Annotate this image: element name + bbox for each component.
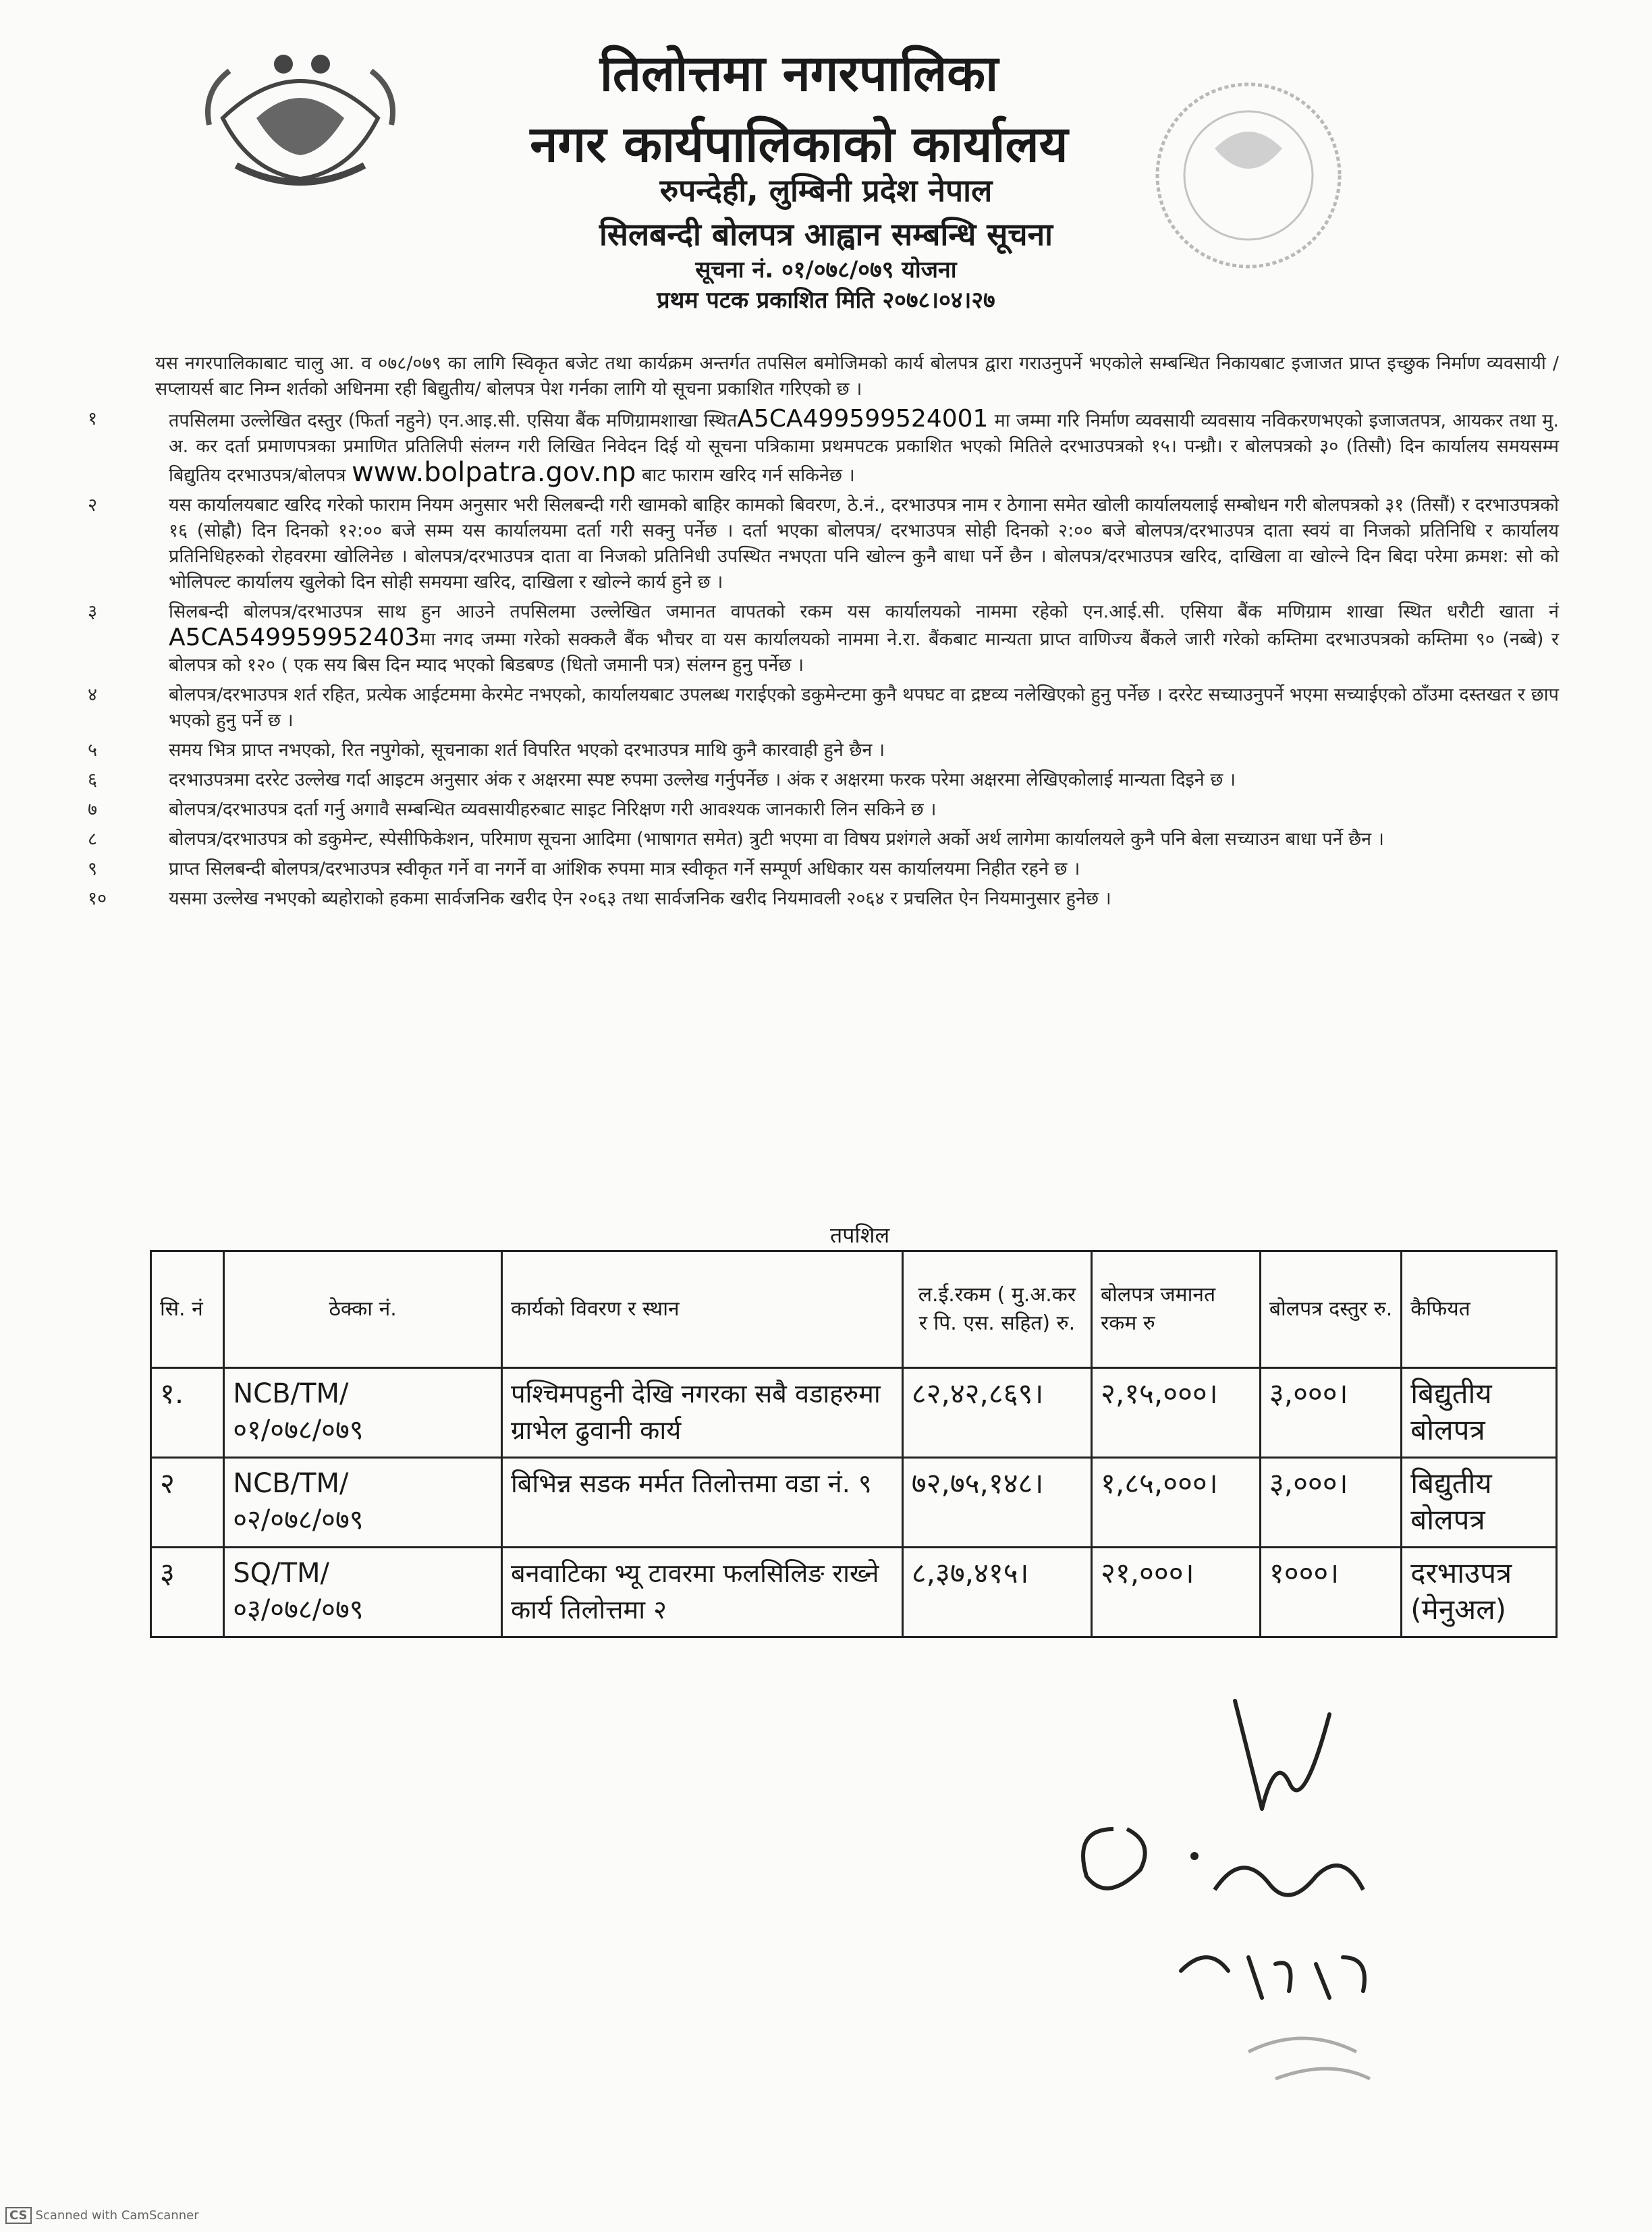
office-address: रुपन्देही, लुम्बिनी प्रदेश नेपाल bbox=[659, 172, 993, 209]
condition-number: ८ bbox=[88, 829, 98, 850]
condition-item bbox=[88, 827, 1559, 852]
condition-item bbox=[88, 767, 1559, 793]
cell-security: २,१५,०००। bbox=[1092, 1368, 1261, 1458]
contract-code: SQ/TM/ bbox=[233, 1558, 330, 1589]
cell-contract-no bbox=[224, 1368, 502, 1458]
contract-year: ०३/०७८/०७९ bbox=[233, 1594, 364, 1625]
condition-number: ९ bbox=[88, 859, 98, 879]
cell-description: बनवाटिका भ्यू टावरमा फलसिलिङ राख्ने कार्य तिलोत्तमा २ bbox=[501, 1548, 902, 1637]
condition-text bbox=[169, 406, 1559, 489]
cell-estimate: ८२,४२,८६९। bbox=[902, 1368, 1091, 1458]
scanner-text: Scanned with CamScanner bbox=[35, 2208, 199, 2223]
cell-fee: ३,०००। bbox=[1260, 1368, 1401, 1458]
notice-body bbox=[88, 351, 1560, 912]
condition-text-part: सिलबन्दी बोलपत्र/दरभाउपत्र साथ हुन आउने तपसिलमा उल्लेखित जमानत वापतको रकम यस कार्यालयको नाममा रहेको एन.आई.सी. एसिया बैंक मणिग्राम शाखा स्थित धरौटी खाता नं bbox=[169, 601, 1559, 622]
cell-security: २१,०००। bbox=[1092, 1548, 1261, 1637]
condition-item bbox=[88, 405, 1560, 489]
condition-number: ७ bbox=[88, 799, 98, 820]
table-row bbox=[151, 1458, 1557, 1548]
cell-estimate: ७२,७५,१४८। bbox=[902, 1458, 1091, 1548]
cell-contract-no bbox=[224, 1458, 502, 1548]
notice-number: सूचना नं. ०१/०७८/०७९ योजना bbox=[695, 256, 957, 283]
cell-security: १,८५,०००। bbox=[1092, 1458, 1261, 1548]
condition-item bbox=[88, 738, 1559, 763]
condition-item bbox=[88, 682, 1559, 734]
condition-text: दरभाउपत्रमा दररेट उल्लेख गर्दा आइटम अनुसार अंक र अक्षरमा स्पष्ट रुपमा उल्लेख गर्नुपर्नेछ । अंक र अक्षरमा फरक परेमा अक्षरमा लेखिएकोलाई मान्यता दिइने छ । bbox=[169, 769, 1236, 790]
fee-account-number: A5CA499599524001 bbox=[737, 405, 989, 433]
header-fee: बोलपत्र दस्तुर रु. bbox=[1260, 1251, 1401, 1368]
condition-text: बोलपत्र/दरभाउपत्र शर्त रहित, प्रत्येक आईटममा केरमेट नभएको, कार्यालयबाट उपलब्ध गराईएको डकुमेन्टमा कुनै थपघट वा द्रष्टव्य नलेखिएको हुनु पर्नेछ । दररेट सच्याउनुपर्ने भएमा सच्याईएको ठाँउमा दस्तखत र छाप भएको हुनु पर्ने छ । bbox=[169, 684, 1559, 731]
condition-text: यस कार्यालयबाट खरिद गरेको फाराम नियम अनुसार भरी सिलबन्दी गरी खामको बाहिर कामको बिवरण, ठे.नं., दरभाउपत्र नाम र ठेगाना समेत खोली कार्यालयलाई सम्बोधन गरी बोलपत्रको ३१ (तिसौं) र दरभाउपत्रको १६ (सोह्रौ) दिन दिनको १२:०० बजे सम्म यस कार्यालयमा दर्ता गरी सक्नु पर्नेछ । दर्ता भएका बोलपत्र/ दरभाउपत्र सोही दिनको २:०० बजे बोलपत्र/दरभाउपत्र दाता स्वयं वा निजको प्रतिनिधि र कार्यालय प्रतिनिधिहरुको रोहवरमा खोलिनेछ । बोलपत्र/दरभाउपत्र दाता वा निजको प्रतिनिधी उपस्थित नभएता पनि खोल्न कुनै बाधा पर्ने छैन । बोलपत्र/दरभाउपत्र खरिद, दाखिला वा खोल्ने दिन बिदा परेमा क्रमश: सो को भोलिपल्ट कार्यालय खुलेको दिन सोही समयमा खरिद, दाखिला र खोल्ने कार्य हुने छ । bbox=[169, 495, 1559, 593]
cell-sn: ३ bbox=[151, 1548, 224, 1637]
header-sn: सि. नं bbox=[151, 1251, 224, 1368]
contract-code: NCB/TM/ bbox=[233, 1468, 349, 1499]
header-contract-no: ठेक्का नं. bbox=[224, 1251, 502, 1368]
condition-number: ५ bbox=[88, 740, 98, 761]
office-name: नगर कार्यपालिकाको कार्यालय bbox=[530, 115, 1068, 173]
condition-item bbox=[88, 886, 1559, 912]
cell-estimate: ८,३७,४१५। bbox=[902, 1548, 1091, 1637]
condition-text: यसमा उल्लेख नभएको ब्यहोराको हकमा सार्वजनिक खरीद ऐन २०६३ तथा सार्वजनिक खरीद नियमावली २०६४ र प्रचलित ऐन नियमानुसार हुनेछ । bbox=[169, 888, 1111, 909]
intro-paragraph: यस नगरपालिकाबाट चालु आ. व ०७८/०७९ का लागि स्विकृत बजेट तथा कार्यक्रम अन्तर्गत तपसिल बमोजिमको कार्य बोलपत्र द्वारा गराउनुपर्ने भएकोले सम्बन्धित निकायबाट इजाजत प्राप्त इच्छुक निर्माण व्यवसायी / सप्लायर्स बाट निम्न शर्तको अधिनमा रही बिद्युतीय/ बोलपत्र पेश गर्नका लागि यो सूचना प्रकाशित गरिएको छ । bbox=[155, 353, 1559, 400]
header-estimate: ल.ई.रकम ( मु.अ.कर र पि. एस. सहित) रु. bbox=[902, 1251, 1091, 1368]
condition-item bbox=[88, 856, 1559, 882]
cell-sn: २ bbox=[151, 1458, 224, 1548]
header-description: कार्यको विवरण र स्थान bbox=[501, 1251, 902, 1368]
header-security: बोलपत्र जमानत रकम रु bbox=[1092, 1251, 1261, 1368]
condition-text: बोलपत्र/दरभाउपत्र दर्ता गर्नु अगावै सम्बन्धित व्यवसायीहरुबाट साइट निरिक्षण गरी आवश्यक जानकारी लिन सकिने छ । bbox=[169, 799, 937, 820]
contract-code: NCB/TM/ bbox=[233, 1378, 349, 1409]
contract-year: ०२/०७८/०७९ bbox=[233, 1504, 364, 1535]
bolpatra-link[interactable]: www.bolpatra.gov.np bbox=[352, 457, 636, 488]
scanner-watermark bbox=[5, 2207, 199, 2224]
municipality-name: तिलोत्तमा नगरपालिका bbox=[599, 45, 999, 103]
cell-description: बिभिन्न सडक मर्मत तिलोत्तमा वडा नं. ९ bbox=[501, 1458, 902, 1548]
cell-description: पश्चिमपहुनी देखि नगरका सबै वडाहरुमा ग्राभेल ढुवानी कार्य bbox=[501, 1368, 902, 1458]
contract-year: ०१/०७८/०७९ bbox=[233, 1415, 364, 1446]
condition-text bbox=[169, 599, 1559, 678]
cell-remark: बिद्युतीय बोलपत्र bbox=[1402, 1368, 1557, 1458]
table-row bbox=[151, 1548, 1557, 1637]
condition-item bbox=[88, 599, 1559, 678]
condition-text-part: मा नगद जम्मा गरेको सक्कलै बैंक भौचर वा यस कार्यालयको नाममा ने.रा. बैंकबाट मान्यता प्राप्त वाणिज्य बैंकले जारी गरेको कम्तिमा दरभाउपत्रको कम्तिमा ९० (नब्बे) र बोलपत्र को १२० ( एक सय बिस दिन म्याद भएको बिडबण्ड (धितो जमानी पत्र) संलग्न हुनु पर्नेछ । bbox=[169, 629, 1559, 676]
condition-text: समय भित्र प्राप्त नभएको, रित नपुगेको, सूचनाका शर्त विपरित भएको दरभाउपत्र माथि कुनै कारवाही हुने छैन । bbox=[169, 740, 885, 761]
condition-number: ४ bbox=[88, 684, 98, 705]
condition-text-part: तपसिलमा उल्लेखित दस्तुर (फिर्ता नहुने) एन.आइ.सी. एसिया बैंक मणिग्रामशाखा स्थित bbox=[169, 410, 738, 431]
cell-fee: ३,०००। bbox=[1260, 1458, 1401, 1548]
table-header-row bbox=[151, 1251, 1557, 1368]
table-caption: तपशिल bbox=[830, 1222, 890, 1248]
header-remark: कैफियत bbox=[1402, 1251, 1557, 1368]
cell-remark: बिद्युतीय बोलपत्र bbox=[1402, 1458, 1557, 1548]
condition-text: बोलपत्र/दरभाउपत्र को डकुमेन्ट, स्पेसीफिकेशन, परिमाण सूचना आदिमा (भाषागत समेत) त्रुटी भएमा वा विषय प्रशंगले अर्को अर्थ लागेमा कार्यालयले कुनै पनि बेला सच्याउन बाधा पर्ने छैन । bbox=[169, 829, 1384, 850]
condition-number: ६ bbox=[88, 769, 98, 790]
published-date: प्रथम पटक प्रकाशित मिति २०७८।०४।२७ bbox=[657, 287, 995, 314]
deposit-account-number: A5CA549959952403 bbox=[169, 624, 420, 651]
handwritten-signature bbox=[1046, 1674, 1437, 2106]
condition-item bbox=[88, 493, 1559, 595]
cell-contract-no bbox=[224, 1548, 502, 1637]
condition-text-part: बाट फाराम खरिद गर्न सकिनेछ । bbox=[636, 465, 855, 486]
cell-fee: १०००। bbox=[1260, 1548, 1401, 1637]
cell-sn: १. bbox=[151, 1368, 224, 1458]
condition-number: १ bbox=[88, 408, 98, 429]
cell-remark: दरभाउपत्र (मेनुअल) bbox=[1402, 1548, 1557, 1637]
notice-title: सिलबन्दी बोलपत्र आह्वान सम्बन्धि सूचना bbox=[599, 216, 1053, 252]
condition-number: १० bbox=[88, 888, 107, 909]
condition-text-part: मा जम्मा गरि निर्माण व्यवसायी व्यवसाय नविकरणभएको इजाजतपत्र, आयकर तथा मु. अ. कर दर्ता प्रमाणपत्रका प्रमाणित प्रतिलिपी संलग्न गरी लिखित निवेदन दिई यो सूचना पत्रिकामा प्रथमपटक प्रकाशित भएको मितिले दरभाउपत्रको १५। पन्ध्रौ। र बोलपत्रको ३० (तिसौ) दिन कार्यालय समयसम्म बिद्युतिय दरभाउपत्र/बोलपत्र bbox=[169, 410, 1560, 486]
condition-number: २ bbox=[88, 495, 98, 516]
camscanner-logo: CS bbox=[5, 2207, 32, 2224]
table-row bbox=[151, 1368, 1557, 1458]
condition-number: ३ bbox=[88, 601, 98, 622]
tender-table bbox=[150, 1250, 1558, 1638]
condition-text: प्राप्त सिलबन्दी बोलपत्र/दरभाउपत्र स्वीकृत गर्ने वा नगर्ने वा आंशिक रुपमा मात्र स्वीकृत गर्ने सम्पूर्ण अधिकार यस कार्यालयमा निहीत रहने छ । bbox=[169, 859, 1080, 879]
condition-item bbox=[88, 797, 1559, 823]
